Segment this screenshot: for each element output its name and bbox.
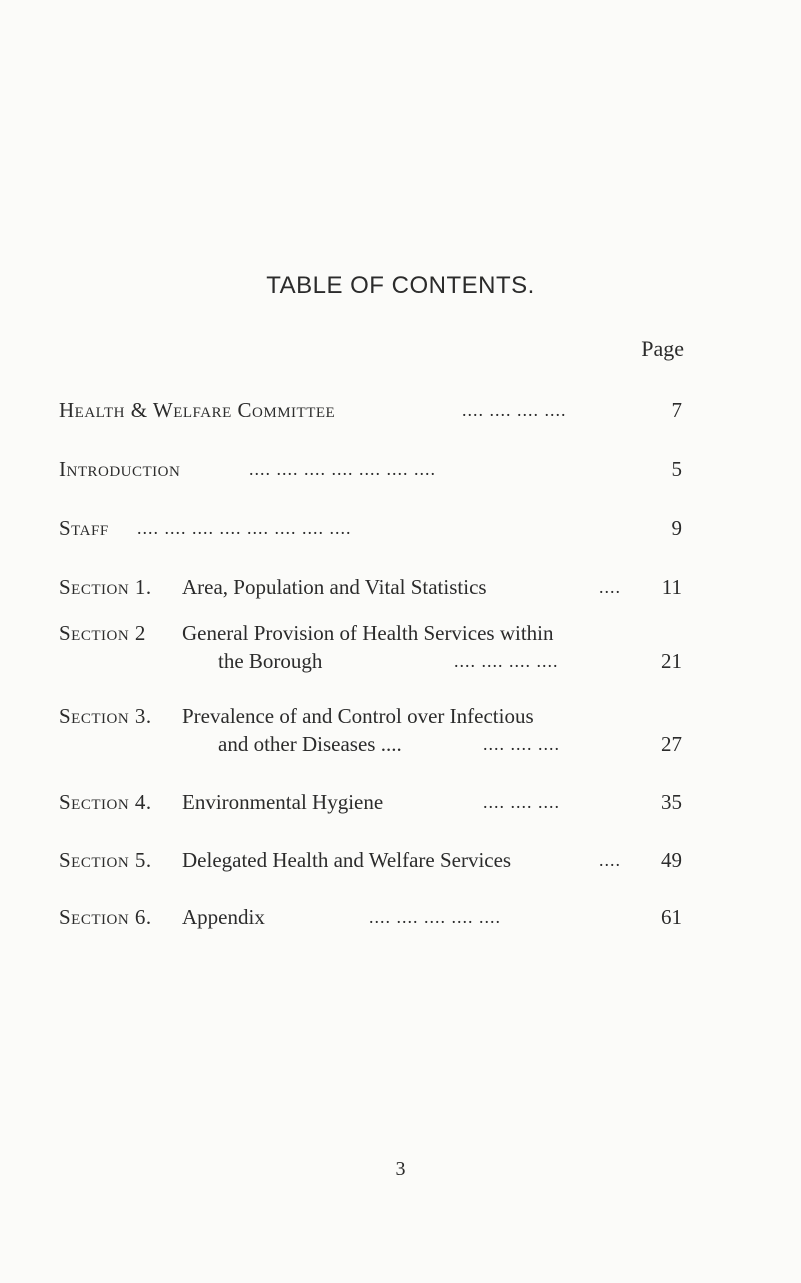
toc-page: 27	[661, 732, 682, 756]
toc-text: Prevalence of and Control over Infectious	[182, 704, 534, 728]
toc-label: Health & Welfare Committee	[59, 398, 336, 422]
toc-page: 9	[671, 516, 682, 540]
toc-leader: .... .... .... .... ....	[369, 907, 501, 927]
toc-page: 11	[661, 575, 682, 599]
toc-label: Section 1.	[59, 575, 152, 599]
toc-leader: .... .... ....	[483, 734, 560, 754]
toc-text: Environmental Hygiene	[182, 790, 384, 814]
toc-leader: ....	[599, 577, 621, 597]
toc-text: Area, Population and Vital Statistics	[182, 575, 487, 599]
toc-label: Introduction	[59, 457, 181, 481]
page-number: 3	[395, 1158, 406, 1180]
toc-label: Section 5.	[59, 848, 152, 872]
toc-leader: .... .... .... .... .... .... ....	[249, 459, 436, 479]
toc-page: 35	[661, 790, 682, 814]
toc-text: General Provision of Health Services within	[182, 621, 554, 645]
page-column-header: Page	[641, 336, 684, 361]
toc-text-continuation: the Borough	[218, 649, 323, 673]
toc-page: 21	[661, 649, 682, 673]
toc-page: 5	[671, 457, 682, 481]
toc-text: Delegated Health and Welfare Services	[182, 848, 512, 872]
toc-leader: .... .... ....	[483, 792, 560, 812]
toc-page: 61	[661, 905, 682, 929]
toc-page: 7	[671, 398, 682, 422]
toc-label: Section 3.	[59, 704, 152, 728]
toc-text: Appendix	[182, 905, 265, 929]
toc-leader: .... .... .... .... .... .... .... ....	[137, 518, 352, 538]
page-title: TABLE OF CONTENTS.	[266, 272, 535, 299]
toc-label: Section 2	[59, 621, 146, 645]
toc-text-continuation: and other Diseases ....	[218, 732, 402, 756]
toc-label: Section 4.	[59, 790, 152, 814]
toc-label: Section 6.	[59, 905, 152, 929]
toc-page: 49	[661, 848, 682, 872]
toc-leader: ....	[599, 850, 621, 870]
toc-label: Staff	[59, 516, 109, 540]
toc-leader: .... .... .... ....	[454, 651, 559, 671]
toc-leader: .... .... .... ....	[462, 400, 567, 420]
